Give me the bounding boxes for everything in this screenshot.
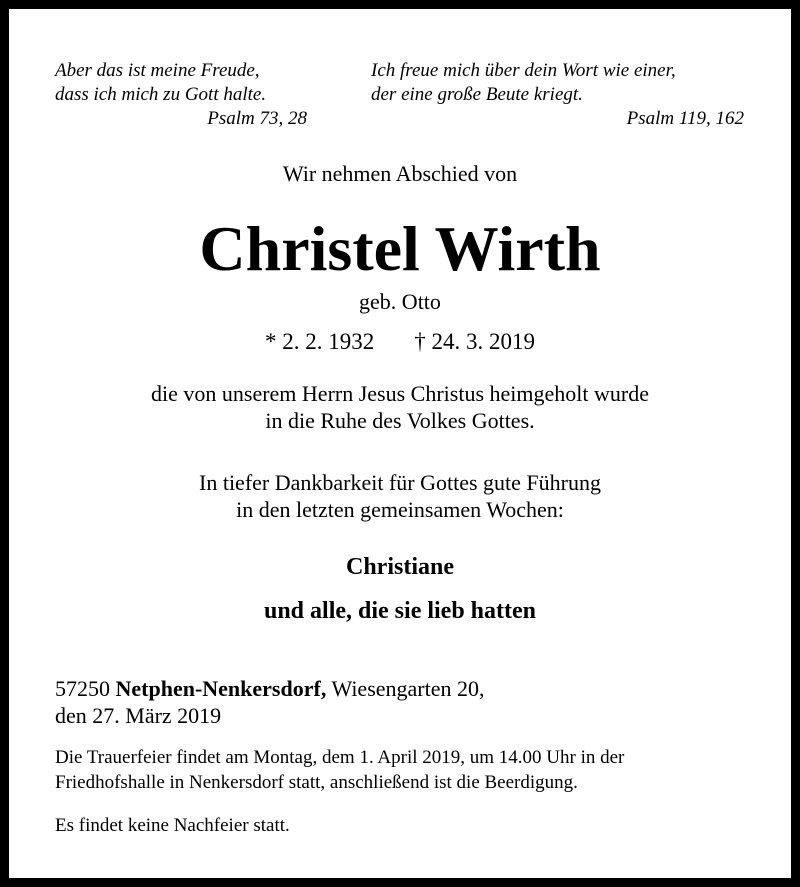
gratitude bbox=[9, 469, 791, 523]
life-dates bbox=[9, 328, 791, 355]
address bbox=[55, 675, 485, 729]
deceased-name: Christel Wirth bbox=[199, 213, 601, 284]
address-town: Netphen-Nenkersdorf, bbox=[115, 676, 327, 701]
maiden-name: geb. Otto bbox=[359, 289, 441, 314]
death-date: 24. 3. 2019 bbox=[431, 329, 535, 354]
gratitude-line1: In tiefer Dankbarkeit für Gottes gute Führung bbox=[199, 470, 601, 495]
funeral-info bbox=[55, 745, 624, 795]
intro-text: Wir nehmen Abschied von bbox=[282, 161, 518, 186]
address-date: den 27. März 2019 bbox=[55, 703, 222, 728]
cross-icon: † bbox=[414, 329, 426, 354]
statement-line1: die von unserem Herrn Jesus Christus heimgeholt wurde bbox=[151, 381, 649, 406]
quote-right-line1: Ich freue mich über dein Wort wie einer, bbox=[371, 60, 676, 81]
statement-line2: in die Ruhe des Volkes Gottes. bbox=[265, 408, 535, 433]
statement bbox=[9, 380, 791, 434]
funeral-line2: Friedhofshalle in Nenkersdorf statt, anschließend ist die Beerdigung. bbox=[55, 772, 578, 793]
quote-left-line1: Aber das ist meine Freude, bbox=[55, 60, 260, 81]
address-street: Wiesengarten 20, bbox=[331, 676, 485, 701]
quote-right-line2: der eine große Beute kriegt. bbox=[371, 84, 583, 105]
quote-left-reference: Psalm 73, 28 bbox=[207, 108, 307, 129]
mourner-others: und alle, die sie lieb hatten bbox=[263, 598, 537, 624]
birth-date: * 2. 2. 1932 bbox=[265, 329, 375, 354]
quote-right bbox=[371, 59, 744, 131]
quote-left-line2: dass ich mich zu Gott halte. bbox=[55, 84, 267, 105]
address-line bbox=[55, 675, 485, 702]
quote-right-reference: Psalm 119, 162 bbox=[626, 108, 744, 129]
mourner-name: Christiane bbox=[346, 554, 454, 580]
address-postcode: 57250 bbox=[55, 676, 110, 701]
no-reception-note: Es findet keine Nachfeier statt. bbox=[55, 815, 290, 836]
funeral-line1: Die Trauerfeier findet am Montag, dem 1. April 2019, um 14.00 Uhr in der bbox=[55, 747, 625, 768]
gratitude-line2: in den letzten gemeinsamen Wochen: bbox=[236, 497, 564, 522]
quote-left bbox=[55, 59, 307, 131]
